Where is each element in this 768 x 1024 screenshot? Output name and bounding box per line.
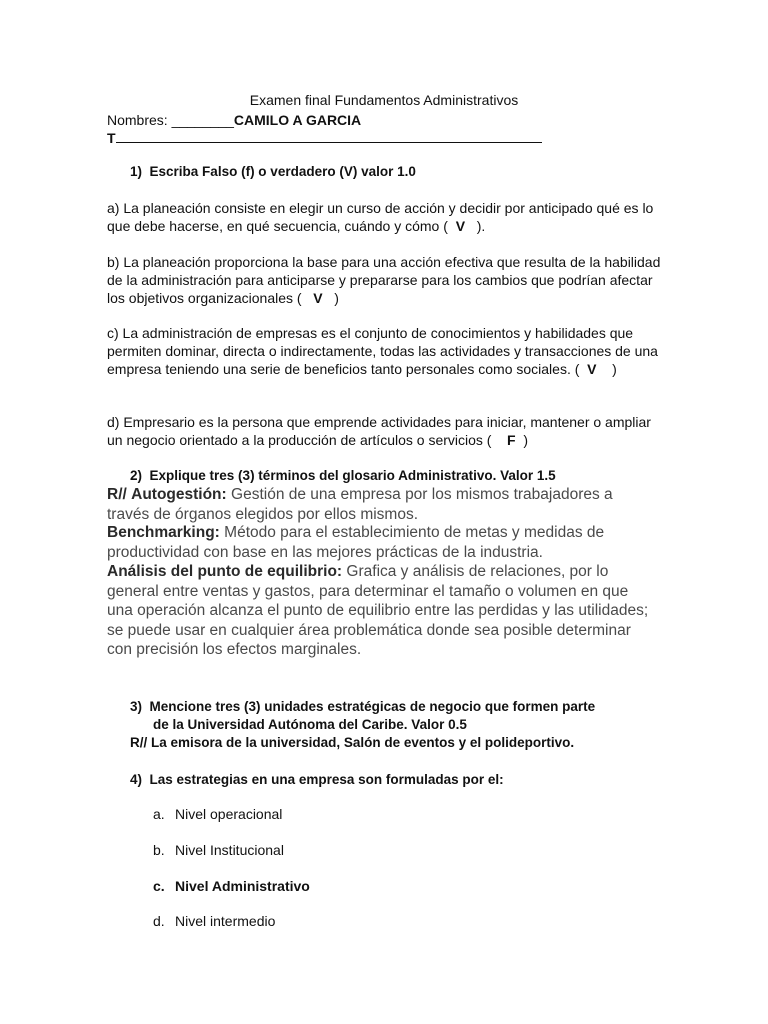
question-2-number: 2): [130, 468, 143, 483]
question-2-heading: [130, 467, 556, 485]
term-3-name: Análisis del punto de equilibrio:: [107, 563, 343, 580]
option-b-letter: b.: [153, 842, 165, 858]
item-a-text: a) La planeación consiste en elegir un curso de acción y decidir por anticipado qué es lo que debe hacerse, en qué secuencia, cuándo y cómo (: [107, 200, 654, 234]
item-b-text: b) La planeación proporciona la base para una acción efectiva que resulta de la habilidad de la administración para anticiparse y prepararse para los cambios que podrían afectar los objetivos organizacionales (: [107, 254, 661, 306]
item-d-answer: F: [507, 432, 516, 448]
glossary-term-2: [107, 523, 657, 562]
question-4-heading: [130, 771, 504, 789]
question-1-item-d: [107, 413, 667, 449]
question-2-text: Explique tres (3) términos del glosario Administrativo. Valor 1.5: [149, 468, 556, 483]
option-d-letter: d.: [153, 913, 165, 929]
item-b-close: ): [334, 290, 339, 306]
term-3-definition: Grafica y análisis de relaciones, por lo general entre ventas y gastos, para determinar el tamaño o volumen en que una operación alcanza el punto de equilibrio entre las perdidas y las utilidades; se puede usar en cualquier área problemática donde sea posible determinar con precisión los efectos marginales.: [107, 563, 649, 658]
question-1-text: Escriba Falso (f) o verdadero (V) valor 1.0: [149, 164, 416, 179]
question-1-item-a: [107, 199, 667, 235]
term-1-definition: Gestión de una empresa por los mismos trabajadores a través de órganos elegidos por ellos mismos.: [107, 486, 613, 523]
question-1-item-c: [107, 324, 667, 378]
term-2-definition: Método para el establecimiento de metas y medidas de productividad con base en las mejores prácticas de la industria.: [107, 524, 605, 561]
item-a-answer: V: [455, 218, 466, 234]
item-b-answer: V: [313, 290, 323, 306]
term-2-name: Benchmarking:: [107, 524, 220, 541]
glossary-term-3: [107, 562, 657, 660]
exam-title: Examen final Fundamentos Administrativos: [249, 92, 519, 108]
option-a: [153, 806, 282, 822]
question-3-number: 3): [130, 699, 143, 714]
option-c-selected: [153, 878, 310, 894]
question-3-heading-line2: de la Universidad Autónoma del Caribe. Valor 0.5: [153, 717, 467, 732]
item-a-close: ).: [476, 218, 486, 234]
item-c-answer: V: [587, 361, 597, 377]
question-3-answer: R// La emisora de la universidad, Salón de eventos y el polideportivo.: [130, 735, 575, 750]
question-4-number: 4): [130, 772, 143, 787]
option-b-text: Nivel Institucional: [175, 842, 284, 858]
question-4-text: Las estrategias en una empresa son formuladas por el:: [149, 772, 504, 787]
term-1-name: Autogestión:: [131, 486, 227, 503]
item-c-close: ): [612, 361, 617, 377]
question-1-number: 1): [130, 164, 143, 179]
question-3-heading: [130, 698, 595, 716]
item-d-text: d) Empresario es la persona que emprende actividades para iniciar, mantener o ampliar un negocio orientado a la producción de artículos o servicios (: [107, 414, 651, 448]
option-c-text: Nivel Administrativo: [175, 878, 310, 894]
option-a-text: Nivel operacional: [175, 806, 283, 822]
question-1-item-b: [107, 253, 667, 307]
glossary-term-1: [107, 485, 657, 524]
item-c-text: c) La administración de empresas es el conjunto de conocimientos y habilidades que permiten dominar, directa o indirectamente, todas las actividades y transacciones de una empresa teniendo una serie de beneficios tanto personales como sociales. (: [107, 325, 658, 377]
answer-prefix: R//: [107, 486, 127, 503]
t-underline: [116, 142, 542, 143]
name-value: CAMILO A GARCIA: [233, 112, 362, 128]
name-label: Nombres: ________: [107, 112, 234, 128]
option-c-letter: c.: [153, 878, 165, 894]
t-label: T: [107, 130, 116, 146]
option-b: [153, 842, 284, 858]
name-line: [107, 111, 361, 129]
t-line: [107, 129, 542, 147]
option-a-letter: a.: [153, 806, 165, 822]
option-d: [153, 913, 275, 929]
option-d-text: Nivel intermedio: [175, 913, 276, 929]
question-1-heading: [130, 163, 416, 181]
question-3-text-line1: Mencione tres (3) unidades estratégicas de negocio que formen parte: [149, 699, 596, 714]
item-d-close: ): [523, 432, 529, 448]
